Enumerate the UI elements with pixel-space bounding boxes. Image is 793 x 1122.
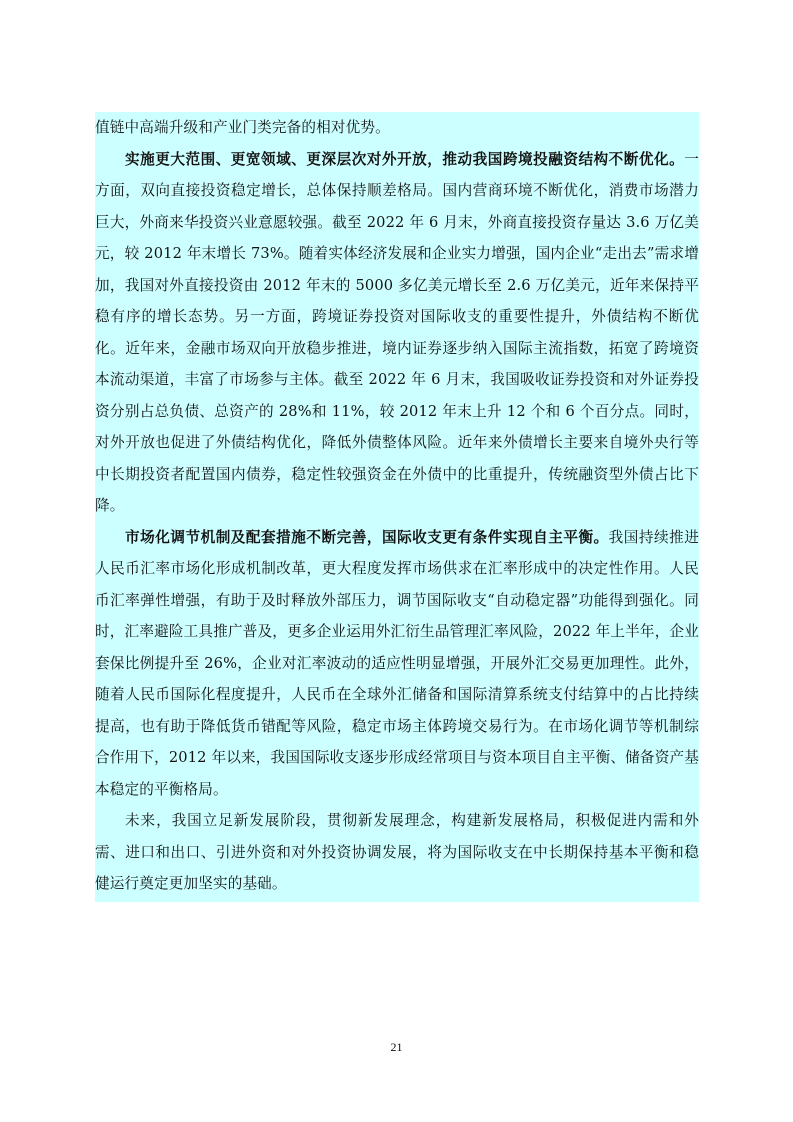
paragraph-cross-border-investment <box>95 144 699 522</box>
paragraph-future-outlook <box>95 805 699 900</box>
paragraph-body: 我国持续推进人民币汇率市场化形成机制改革，更大程度发挥市场供求在汇率形成中的决定性作用。人民币汇率弹性增强，有助于及时释放外部压力，调节国际收支“自动稳定器”功能得到强化。同时，汇率避险工具推广普及，更多企业运用外汇衍生品管理汇率风险，2022 年上半年，企业套保比例提升至 26%，企业对汇率波动的适应性明显增强，开展外汇交易更加理性。此外，随着人民币国际化程度提升，人民币在全球外汇储备和国际清算系统支付结算中的占比持续提高，也有助于降低货币错配等风险，稳定市场主体跨境交易行为。在市场化调节等机制综合作用下，2012 年以来，我国国际收支逐步形成经常项目与资本项目自主平衡、储备资产基本稳定的平衡格局。 <box>95 528 699 798</box>
paragraph-continuation <box>95 112 699 144</box>
paragraph-market-adjustment <box>95 522 699 806</box>
paragraph-lead-heading: 市场化调节机制及配套措施不断完善，国际收支更有条件实现自主平衡。 <box>125 528 609 546</box>
paragraph-body: 未来，我国立足新发展阶段，贯彻新发展理念，构建新发展格局，积极促进内需和外需、进口和出口、引进外资和对外投资协调发展，将为国际收支在中长期保持基本平衡和稳健运行奠定更加坚实的基础。 <box>95 812 699 892</box>
paragraph-lead-heading: 实施更大范围、更宽领域、更深层次对外开放，推动我国跨境投融资结构不断优化。 <box>125 150 685 168</box>
paragraph-body: 一方面，双向直接投资稳定增长，总体保持顺差格局。国内营商环境不断优化，消费市场潜力巨大，外商来华投资兴业意愿较强。截至 2022 年 6 月末，外商直接投资存量达 3.6 万亿美元，较 2012 年末增长 73%。随着实体经济发展和企业实力增强，国内企业“走出去”需求增加，我国对外直接投资由 2012 年末的 5000 多亿美元增长至 2.6 万亿美元，近年来保持平稳有序的增长态势。另一方面，跨境证券投资对国际收支的重要性提升，外债结构不断优化。近年来，金融市场双向开放稳步推进，境内证券逐步纳入国际主流指数，拓宽了跨境资本流动渠道，丰富了市场参与主体。截至 2022 年 6 月末，我国吸收证券投资和对外证券投资分别占总负债、总资产的 28%和 11%，较 2012 年末上升 12 个和 6 个百分点。同时，对外开放也促进了外债结构优化，降低外债整体风险。近年来外债增长主要来自境外央行等中长期投资者配置国内债券，稳定性较强资金在外债中的比重提升，传统融资型外债占比下降。 <box>95 150 699 514</box>
highlighted-text-block <box>95 112 699 902</box>
paragraph-body: 值链中高端升级和产业门类完备的相对优势。 <box>95 119 390 136</box>
page-number: 21 <box>390 1040 403 1054</box>
